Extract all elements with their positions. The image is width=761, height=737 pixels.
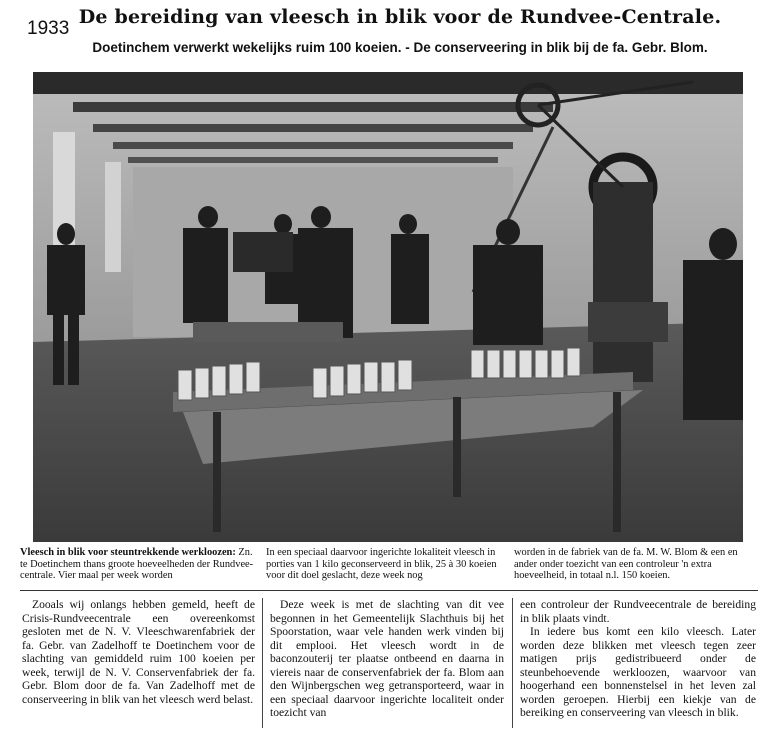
headline: De bereiding van vleesch in blik voor de Rundvee-Centrale. [78,6,722,28]
article-column-1 [22,598,255,728]
article-paragraph: Deze week is met de slachting van dit vee begonnen in het Gemeentelijk Slachthuis bij het Spoorstation, waar vele handen werk vinden bij dit emplooi. Het vleesch wordt in de baconzouterij ter plaatse ontbeend en daarna in viereis naar de conservenfabriek der fa. Blom aan den Wijnbergschen weg getransporteerd, waar in een speciaal daarvoor ingerichte localiteit onder toezicht van [270,598,504,719]
caption-text-1: Zn. te Doetinchem thans groote hoeveelheden der Rundvee-centrale. Vier maal per week worden [20,547,254,581]
article-column-3 [520,598,756,728]
subheadline: Doetinchem verwerkt wekelijks ruim 100 koeien. - De conserveering in blik bij de fa. Gebr. Blom. [92,40,708,55]
article-column-2 [270,598,504,728]
caption-text-2: In een speciaal daarvoor ingerichte lokaliteit vleesch in porties van 1 kilo geconserveerd in blik, 25 à 30 koeien voor dit doel geslacht, deze week nog [266,547,497,581]
column-divider [262,598,263,728]
article-paragraph: In iedere bus komt een kilo vleesch. Later worden deze blikken met vleesch tegen zeer matigen prijs gedistribueerd onder de steunbehoevende werkloozen, waarvoor van hoogerhand een bonnenstelsel in het leven zal worden geroepen. Hierbij een kiekje van de bereiking en conserveering van vleesch in blik. [520,625,756,719]
year-label: 1933 [27,18,70,39]
caption-text-3: worden in de fabriek van de fa. M. W. Blom & een en ander onder toezicht van een controleur 'n extra hoeveelheid, in totaal n.l. 150 koeien. [514,547,738,581]
article-paragraph: Zooals wij onlangs hebben gemeld, heeft de Crisis-Rundveecentrale een overeenkomst gesloten met de N. V. Vleeschwarenfabriek der fa. Gebr. van Zadelhoff te Doetinchem voor de slachting van gemiddeld ruim 100 koeien per week, terwijl de N. V. Conservenfabriek der fa. Gebr. Blom door de fa. Van Zadelhoff met de conserveering in blik van het vleesch werd belast. [22,598,255,706]
horizontal-rule [20,590,758,591]
column-divider [512,598,513,728]
factory-canning-photo [33,72,743,542]
caption-lead: Vleesch in blik voor steuntrekkende werkloozen: [20,547,236,558]
article-paragraph: een controleur der Rundveecentrale de bereiding in blik plaats vindt. [520,598,756,625]
photo-caption [20,547,758,587]
